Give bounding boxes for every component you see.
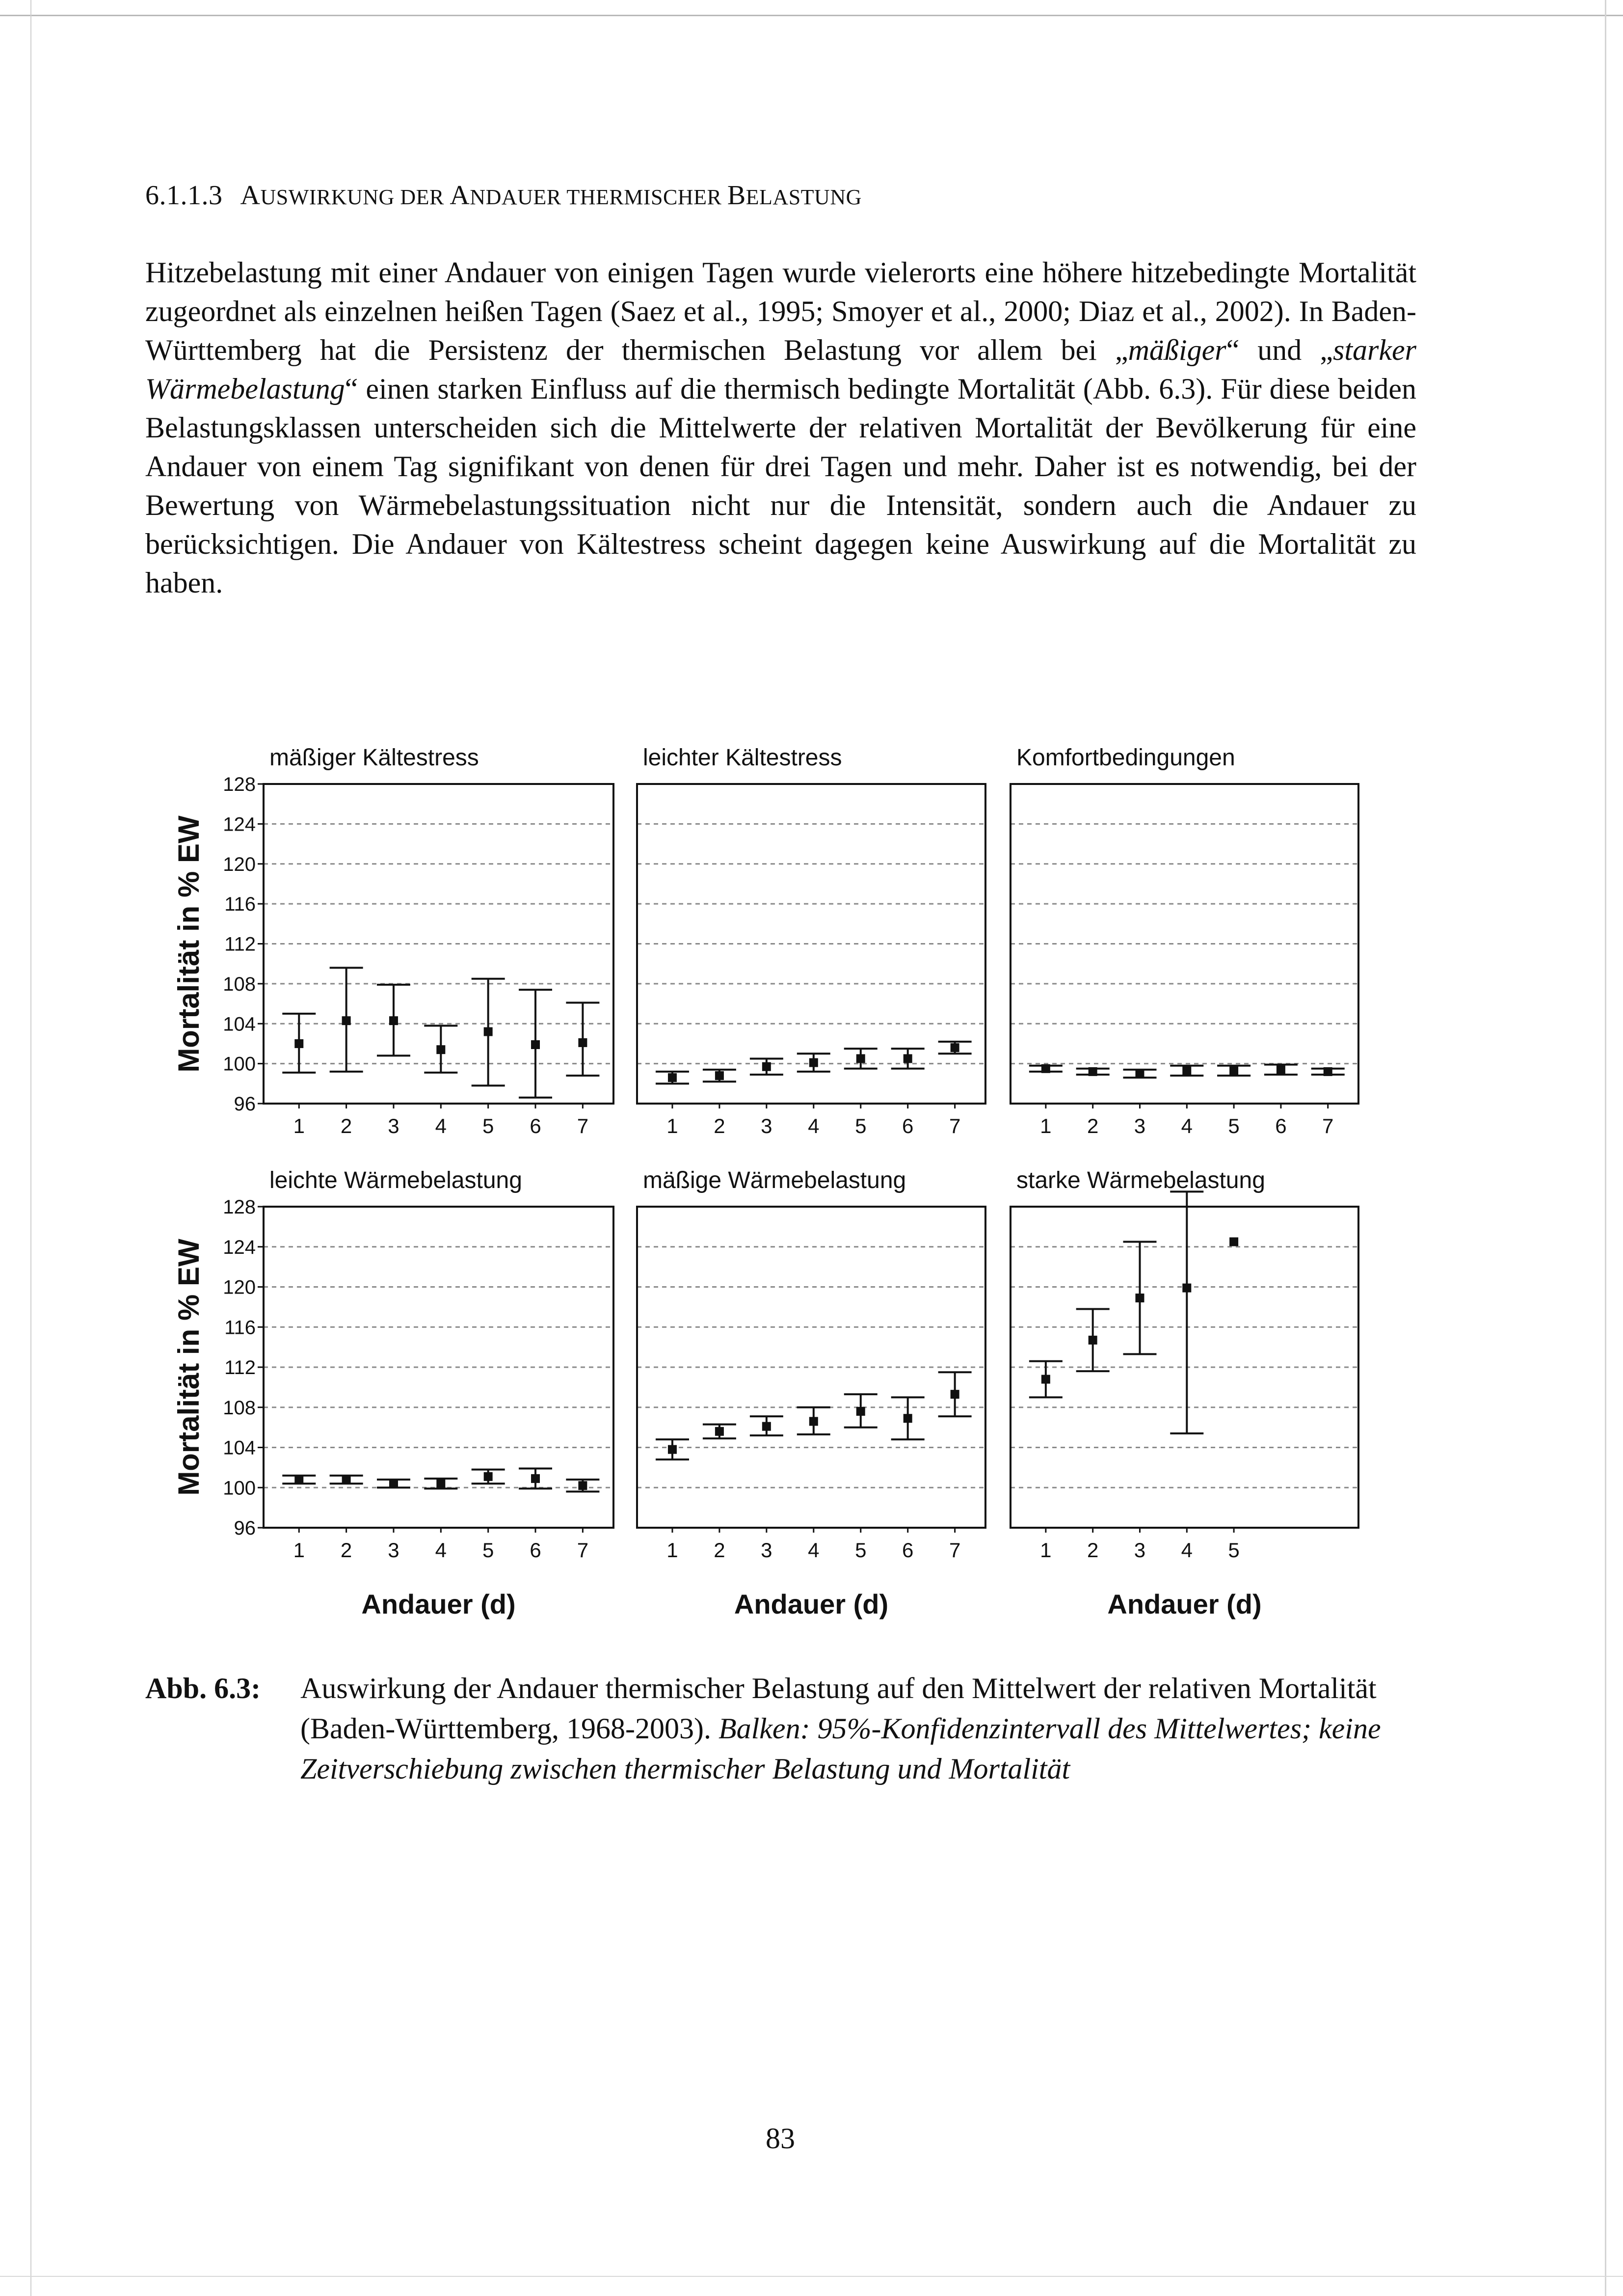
x-tick-label: 7 [577,1114,589,1137]
mean-marker [389,1016,398,1025]
mean-marker [294,1039,303,1048]
mean-marker [1324,1067,1332,1076]
mean-marker [951,1390,959,1399]
x-axis-label: Andauer (d) [361,1589,516,1620]
x-tick-label: 4 [1181,1539,1193,1562]
mean-marker [668,1445,677,1454]
mean-marker [1135,1069,1144,1078]
x-tick-label: 1 [1040,1114,1052,1137]
y-tick-label: 108 [223,1397,256,1419]
x-tick-label: 5 [482,1114,494,1137]
x-tick-label: 3 [761,1114,772,1137]
panel-title: leichter Kältestress [643,745,842,771]
x-tick-label: 1 [293,1114,305,1137]
x-tick-label: 5 [1228,1539,1240,1562]
mean-marker [1277,1065,1285,1074]
caption-main: Auswirkung der Andauer thermischer Belastung auf den Mittelwert der relativen Mortalität (Baden-Württemberg, 1968-2003). [300,1672,1377,1745]
mean-marker [809,1058,818,1067]
x-tick-label: 4 [1181,1114,1193,1137]
y-tick-label: 112 [224,933,256,955]
y-tick-label: 128 [223,774,256,795]
x-tick-label: 5 [1228,1114,1240,1137]
mean-marker [856,1054,865,1063]
mean-marker [904,1054,912,1063]
x-tick-label: 1 [293,1539,305,1562]
x-tick-label: 3 [1134,1114,1146,1137]
panel-title: starke Wärmebelastung [1016,1167,1265,1193]
x-tick-label: 2 [340,1539,352,1562]
mean-marker [809,1417,818,1426]
mean-marker [342,1016,351,1025]
x-tick-label: 1 [666,1539,678,1562]
y-tick-label: 104 [223,1437,256,1459]
chart-panel [1011,1167,1358,1620]
x-tick-label: 4 [808,1114,820,1137]
section-title-part: B [727,180,746,211]
mean-marker [389,1479,398,1488]
mean-marker [578,1481,587,1490]
caption-italic: Balken: 95%-Konfidenzintervall des Mittelwertes; keine Zeitverschiebung zwischen thermischer Belastung und Mortalität [300,1712,1381,1785]
x-tick-label: 3 [388,1539,399,1562]
x-tick-label: 4 [808,1539,820,1562]
x-tick-label: 3 [388,1114,399,1137]
y-tick-label: 96 [234,1517,256,1539]
chart-panel [172,745,613,1137]
caption-label: Abb. 6.3: [145,1672,261,1704]
mean-marker [1089,1336,1097,1345]
panel-title: Komfortbedingungen [1016,745,1235,771]
x-tick-label: 6 [902,1114,914,1137]
x-tick-label: 2 [340,1114,352,1137]
x-tick-label: 2 [1087,1114,1099,1137]
x-tick-label: 7 [949,1539,961,1562]
section-title-part: ELASTUNG [745,185,862,209]
mean-marker [762,1062,771,1071]
y-tick-label: 96 [234,1093,256,1115]
mean-marker [904,1414,912,1423]
panel-title: mäßiger Kältestress [269,745,479,771]
x-tick-label: 1 [1040,1539,1052,1562]
panel-title: leichte Wärmebelastung [269,1167,522,1193]
section-title-part: USWIRKUNG DER [260,185,450,209]
x-tick-label: 7 [1322,1114,1334,1137]
y-axis-label: Mortalität in % EW [172,815,205,1073]
y-tick-label: 100 [223,1477,256,1499]
y-tick-label: 112 [224,1357,256,1378]
mean-marker [1229,1238,1238,1246]
x-tick-label: 6 [1275,1114,1287,1137]
x-tick-label: 5 [855,1539,867,1562]
mean-marker [1229,1066,1238,1075]
mean-marker [715,1427,724,1436]
section-number: 6.1.1.3 [145,180,223,211]
mean-marker [1041,1375,1050,1384]
chart-panel [637,745,985,1137]
section-title-part: A [240,180,261,211]
chart-panel [172,1167,613,1620]
chart-panel [1011,745,1358,1137]
mean-marker [484,1472,493,1481]
x-tick-label: 6 [902,1539,914,1562]
body-text-part: “ einen starken Einfluss auf die thermisch bedingte Mortalität (Abb. 6.3). Für diese beiden Belastungsklassen unterscheiden sich die Mittelwerte der relativen Mortalität der Bevölkerung für eine Andauer von einem Tag signifikant von denen für drei Tagen und mehr. Daher ist es notwendig, bei der Bewertung von Wärmebelastungssituation nicht nur die Intensität, sondern auch die Andauer zu berücksichtigen. Die Andauer von Kältestress scheint dagegen keine Auswirkung auf die Mortalität zu haben. [145,373,1416,599]
x-tick-label: 3 [761,1539,772,1562]
x-tick-label: 3 [1134,1539,1146,1562]
x-tick-label: 5 [482,1539,494,1562]
y-axis-label: Mortalität in % EW [172,1239,205,1496]
mean-marker [342,1475,351,1484]
section-title-part: NDAUER THERMISCHER [470,185,727,209]
x-tick-label: 1 [666,1114,678,1137]
body-text-part: Hitzebelastung mit einer Andauer von einigen Tagen wurde vielerorts eine höhere hitzebedingte Mortalität zugeordnet als einzelnen heißen Tagen (Saez et al., 1995; Smoyer et al., 2000; Diaz et al., 2002). In Baden-Württemberg hat die Persistenz der thermischen Belastung vor allem bei „ [145,256,1416,366]
mean-marker [531,1474,540,1483]
mean-marker [951,1043,959,1052]
mean-marker [856,1407,865,1416]
chart-panel [637,1167,985,1620]
y-tick-label: 116 [224,893,256,916]
y-tick-label: 104 [223,1013,256,1035]
y-tick-label: 100 [223,1053,256,1075]
x-axis-label: Andauer (d) [734,1589,889,1620]
y-tick-label: 124 [223,813,256,836]
section-title-part: A [450,180,470,211]
mean-marker [436,1479,445,1488]
mean-marker [436,1045,445,1054]
mean-marker [484,1027,493,1036]
mean-marker [762,1422,771,1431]
mean-marker [715,1071,724,1080]
x-tick-label: 7 [577,1539,589,1562]
y-tick-label: 124 [223,1236,256,1258]
mean-marker [668,1073,677,1082]
x-tick-label: 6 [530,1114,541,1137]
body-emphasis: mäßiger [1128,334,1226,366]
mean-marker [1089,1067,1097,1076]
x-tick-label: 4 [435,1114,447,1137]
x-tick-label: 7 [949,1114,961,1137]
mean-marker [294,1475,303,1484]
y-tick-label: 128 [223,1196,256,1218]
x-axis-label: Andauer (d) [1107,1589,1262,1620]
mean-marker [1182,1284,1191,1293]
x-tick-label: 6 [530,1539,541,1562]
x-tick-label: 2 [714,1114,725,1137]
y-tick-label: 120 [223,1276,256,1298]
x-tick-label: 5 [855,1114,867,1137]
x-tick-label: 2 [714,1539,725,1562]
mean-marker [531,1040,540,1049]
y-tick-label: 116 [224,1317,256,1339]
mean-marker [1135,1294,1144,1302]
caption-text [300,1668,1419,1789]
y-tick-label: 108 [223,973,256,995]
body-emphasis: starker Wärmebelastung [145,334,1416,405]
panel-title: mäßige Wärmebelastung [643,1167,906,1193]
mean-marker [1041,1064,1050,1073]
x-tick-label: 2 [1087,1539,1099,1562]
body-text-part: “ und „ [1226,334,1333,366]
x-tick-label: 4 [435,1539,447,1562]
page-number: 83 [766,2122,795,2155]
y-tick-label: 120 [223,853,256,875]
mean-marker [1182,1066,1191,1075]
mean-marker [578,1038,587,1047]
